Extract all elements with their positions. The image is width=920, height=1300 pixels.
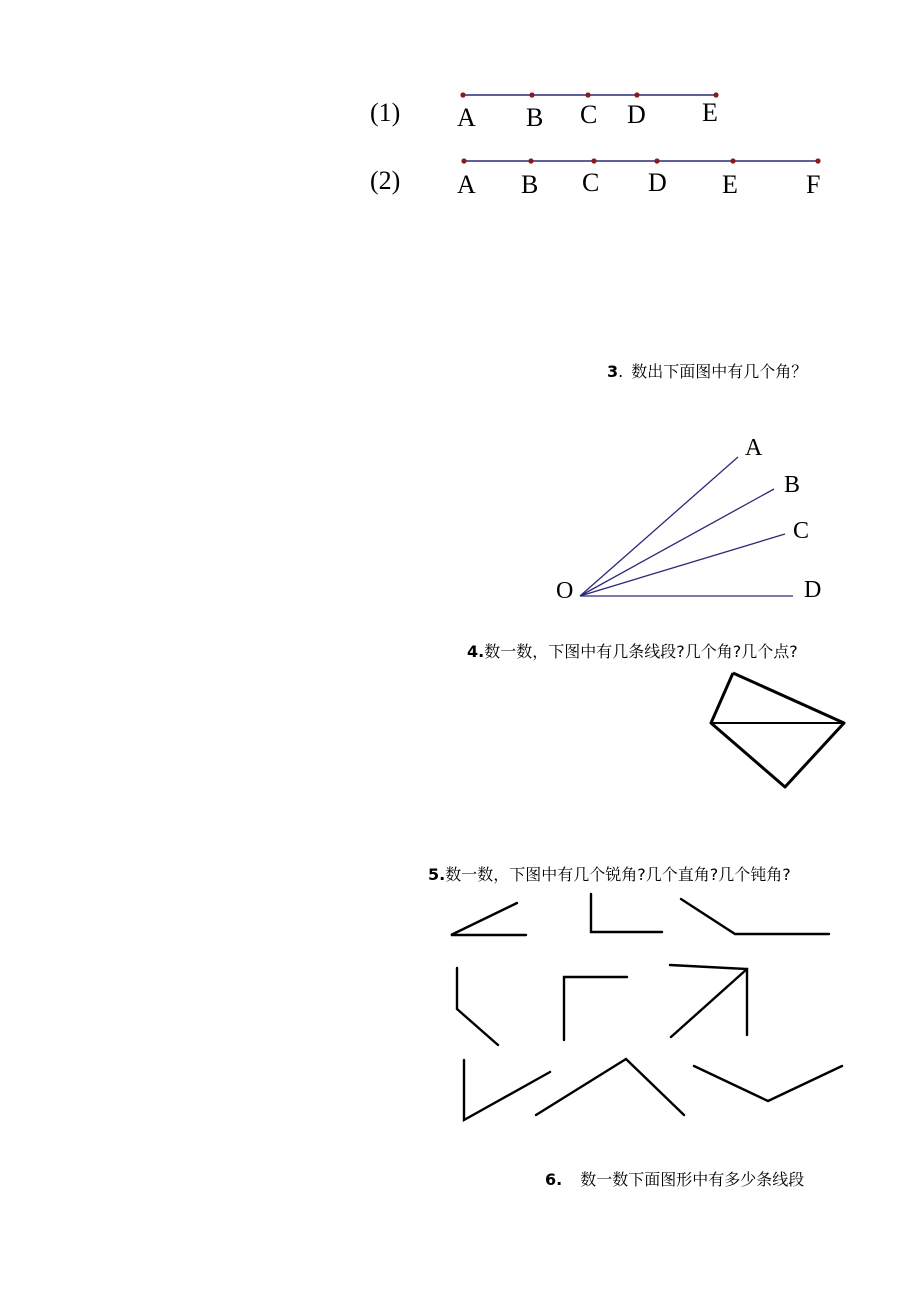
angle-1 — [451, 903, 526, 935]
point-marker — [634, 92, 639, 97]
angle-5 — [564, 977, 627, 1040]
question-number: 3 — [607, 362, 619, 381]
point-marker — [585, 92, 590, 97]
angle-2 — [591, 894, 662, 932]
point-label: E — [702, 98, 718, 127]
ray-label-D: D — [804, 577, 822, 603]
angle-6 — [670, 965, 747, 1035]
question-4-title — [467, 639, 798, 662]
ray-OA — [580, 457, 738, 596]
point-label: A — [457, 103, 476, 132]
figure-label-1: (1) — [370, 98, 401, 127]
angle-4 — [457, 968, 498, 1045]
point-label: F — [806, 170, 821, 199]
question-text: 数一数下面图形中有多少条线段 — [580, 1170, 805, 1189]
point-label: A — [457, 170, 476, 199]
angle-9 — [694, 1066, 842, 1101]
point-label: E — [722, 170, 738, 199]
figure-label-2: (2) — [370, 166, 401, 195]
ray-OB — [580, 489, 774, 596]
ray-label-C: C — [793, 518, 810, 544]
question-3-title — [607, 359, 807, 382]
point-label: D — [648, 168, 667, 197]
segment-line-2 — [360, 146, 840, 206]
question-text: 数一数，下图中有几条线段?几个角?几个点? — [484, 642, 798, 661]
point-label: D — [627, 100, 646, 129]
segment-figure-2 — [360, 146, 840, 206]
angles-figure — [440, 888, 860, 1128]
segment-figure-1 — [360, 80, 840, 140]
shape-outline — [711, 673, 844, 787]
ray-label-A: A — [745, 435, 763, 461]
point-marker — [528, 158, 533, 163]
point-marker — [815, 158, 820, 163]
question-number-sep: . — [618, 362, 624, 381]
angle-8 — [536, 1059, 684, 1115]
question-text: 数出下面图中有几个角？ — [631, 362, 808, 381]
point-marker — [730, 158, 735, 163]
angle-3 — [681, 899, 829, 934]
angle-7 — [464, 1060, 550, 1120]
question-number: 5. — [428, 865, 446, 884]
point-label: C — [580, 100, 598, 129]
point-marker — [591, 158, 596, 163]
question-5-title — [428, 862, 791, 885]
point-marker — [654, 158, 659, 163]
segment-line-1 — [360, 80, 840, 140]
question-number: 6. — [545, 1170, 563, 1189]
question-6-title — [545, 1167, 804, 1190]
point-marker — [460, 92, 465, 97]
question-text: 数一数，下图中有几个锐角?几个直角?几个钝角? — [445, 865, 791, 884]
point-marker — [713, 92, 718, 97]
quadrilateral-figure — [705, 665, 855, 795]
point-marker — [461, 158, 466, 163]
question-number: 4. — [467, 642, 485, 661]
ray-label-B: B — [784, 472, 801, 498]
point-label: B — [521, 170, 539, 199]
ray-OC — [580, 534, 785, 596]
angle-6b — [671, 969, 747, 1037]
point-label: C — [582, 168, 600, 197]
vertex-label-O: O — [556, 578, 574, 604]
point-label: B — [526, 103, 544, 132]
point-marker — [529, 92, 534, 97]
